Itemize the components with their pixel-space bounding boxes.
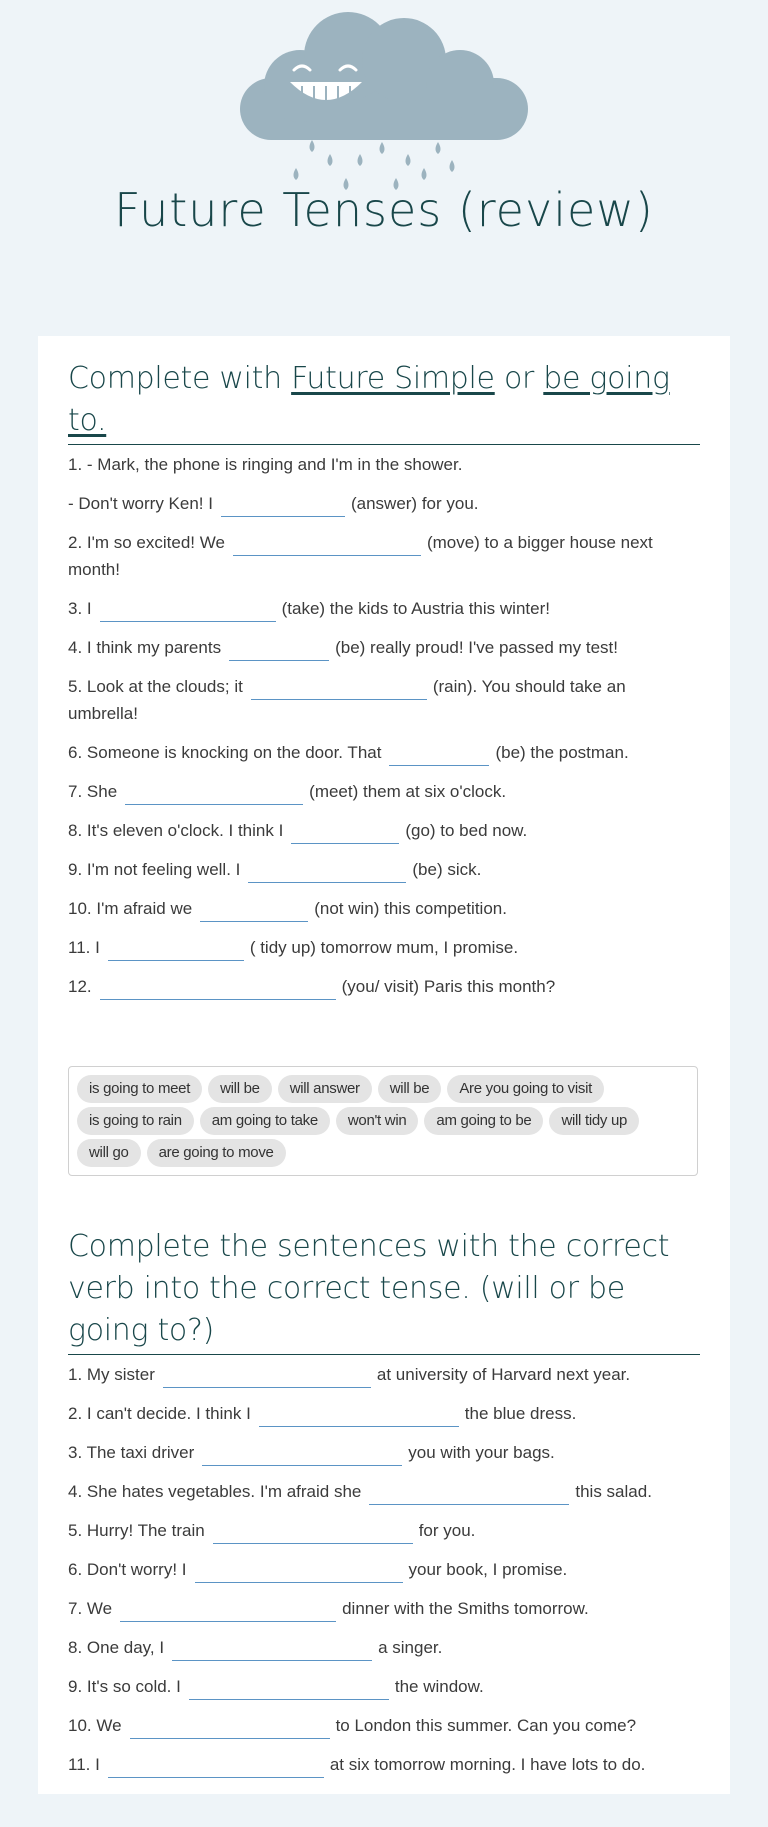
question-item — [68, 739, 700, 766]
question-item — [68, 634, 700, 661]
answer-blank-input[interactable] — [200, 901, 308, 922]
question-text-after: (be) sick. — [412, 860, 482, 879]
page-title: Future Tenses (review) — [114, 183, 654, 237]
question-text-after: this salad. — [575, 1482, 652, 1501]
question-item — [68, 856, 700, 883]
answer-blank-input[interactable] — [248, 862, 406, 883]
question-text: 11. I — [68, 938, 100, 957]
question-text-after: at six tomorrow morning. I have lots to do. — [329, 1755, 646, 1774]
question-text: 11. I — [68, 1755, 100, 1774]
answer-blank-input[interactable] — [108, 940, 244, 961]
title-part-underlined: Future Simple — [291, 361, 495, 396]
question-item — [68, 973, 700, 1000]
question-text-after: for you. — [418, 1521, 476, 1540]
question-text: 1. My sister — [68, 1365, 155, 1384]
title-part-underlined: be going to. — [68, 361, 670, 438]
question-text-after: (meet) them at six o'clock. — [309, 782, 507, 801]
question-text: 6. Someone is knocking on the door. That — [68, 743, 382, 762]
question-text-after: (rain). You should take an umbrella! — [68, 677, 626, 723]
question-item — [68, 673, 700, 727]
word-bank-chip[interactable]: am going to take — [200, 1107, 330, 1135]
question-text-after: (answer) for you. — [350, 494, 479, 513]
question-text-after: your book, I promise. — [408, 1560, 568, 1579]
answer-blank-input[interactable] — [189, 1679, 389, 1700]
word-bank-chip[interactable]: am going to be — [424, 1107, 543, 1135]
question-item — [68, 529, 700, 583]
question-item — [68, 1556, 700, 1583]
section-2-title: Complete the sentences with the correct verb into the correct tense. (will or be going to?) — [68, 1226, 700, 1355]
title-part: Complete with — [68, 361, 292, 396]
word-bank-chip[interactable]: are going to move — [147, 1139, 286, 1167]
answer-blank-input[interactable] — [172, 1640, 372, 1661]
answer-blank-input[interactable] — [100, 601, 276, 622]
question-text: 3. I — [68, 599, 92, 618]
question-text: 9. I'm not feeling well. I — [68, 860, 241, 879]
answer-blank-input[interactable] — [100, 979, 336, 1000]
question-item — [68, 817, 700, 844]
question-item — [68, 1595, 700, 1622]
answer-blank-input[interactable] — [369, 1484, 569, 1505]
section-1-questions — [68, 451, 700, 1000]
question-text-after: (take) the kids to Austria this winter! — [281, 599, 550, 618]
word-bank-chip[interactable]: won't win — [336, 1107, 419, 1135]
answer-blank-input[interactable] — [229, 640, 329, 661]
question-text: 2. I can't decide. I think I — [68, 1404, 251, 1423]
question-item — [68, 778, 700, 805]
word-bank-chip[interactable]: will be — [378, 1075, 442, 1103]
question-item — [68, 1400, 700, 1427]
question-text: 3. The taxi driver — [68, 1443, 195, 1462]
question-item — [68, 1712, 700, 1739]
question-text: 10. We — [68, 1716, 122, 1735]
question-text-after: dinner with the Smiths tomorrow. — [342, 1599, 589, 1618]
question-text-after: (be) really proud! I've passed my test! — [335, 638, 619, 657]
header-banner — [0, 0, 768, 360]
worksheet-card — [38, 336, 730, 1794]
question-text-after: a singer. — [378, 1638, 443, 1657]
question-text: 5. Look at the clouds; it — [68, 677, 243, 696]
section-1 — [68, 358, 700, 1012]
question-item — [68, 595, 700, 622]
section-2 — [68, 1226, 700, 1790]
question-text: 12. — [68, 977, 92, 996]
question-text: 9. It's so cold. I — [68, 1677, 181, 1696]
word-bank-chip[interactable]: will go — [77, 1139, 141, 1167]
answer-blank-input[interactable] — [163, 1367, 371, 1388]
question-item — [68, 1439, 700, 1466]
question-text: 10. I'm afraid we — [68, 899, 193, 918]
answer-blank-input[interactable] — [130, 1718, 330, 1739]
word-bank-chip[interactable]: will tidy up — [549, 1107, 639, 1135]
question-text: - Don't worry Ken! I — [68, 494, 213, 513]
question-text: 2. I'm so excited! We — [68, 533, 225, 552]
question-text: 6. Don't worry! I — [68, 1560, 187, 1579]
question-text-after: you with your bags. — [408, 1443, 555, 1462]
smiling-rain-cloud-icon — [238, 8, 530, 208]
answer-blank-input[interactable] — [291, 823, 399, 844]
word-bank-chip[interactable]: is going to rain — [77, 1107, 194, 1135]
question-item — [68, 1478, 700, 1505]
answer-blank-input[interactable] — [108, 1757, 324, 1778]
answer-blank-input[interactable] — [251, 679, 427, 700]
title-part: or — [494, 361, 544, 396]
answer-blank-input[interactable] — [202, 1445, 402, 1466]
question-item — [68, 1634, 700, 1661]
word-bank-chip[interactable]: will be — [208, 1075, 272, 1103]
question-item — [68, 1751, 700, 1778]
question-text: 8. It's eleven o'clock. I think I — [68, 821, 284, 840]
question-item — [68, 1361, 700, 1388]
question-text: 7. She — [68, 782, 118, 801]
question-item — [68, 451, 700, 478]
answer-blank-input[interactable] — [195, 1562, 403, 1583]
question-item — [68, 1517, 700, 1544]
question-text: 7. We — [68, 1599, 113, 1618]
answer-blank-input[interactable] — [213, 1523, 413, 1544]
section-1-title — [68, 358, 700, 445]
word-bank-chip[interactable]: is going to meet — [77, 1075, 202, 1103]
section-2-questions — [68, 1361, 700, 1778]
question-item — [68, 490, 700, 517]
question-text: 1. - Mark, the phone is ringing and I'm in the shower. — [68, 455, 463, 474]
question-text-after: the blue dress. — [464, 1404, 577, 1423]
question-text: 8. One day, I — [68, 1638, 165, 1657]
answer-blank-input[interactable] — [233, 535, 421, 556]
question-text-after: ( tidy up) tomorrow mum, I promise. — [249, 938, 519, 957]
question-text-after: (not win) this competition. — [314, 899, 507, 918]
question-text-after: at university of Harvard next year. — [376, 1365, 631, 1384]
word-bank-chip[interactable]: Are you going to visit — [447, 1075, 604, 1103]
answer-blank-input[interactable] — [120, 1601, 336, 1622]
question-text-after: the window. — [394, 1677, 484, 1696]
question-text-after: (move) to a bigger house next month! — [68, 533, 653, 579]
question-text-after: (be) the postman. — [495, 743, 629, 762]
question-text-after: (go) to bed now. — [405, 821, 528, 840]
answer-blank-input[interactable] — [221, 496, 345, 517]
question-text: 5. Hurry! The train — [68, 1521, 205, 1540]
word-bank — [68, 1066, 698, 1176]
answer-blank-input[interactable] — [259, 1406, 459, 1427]
question-item — [68, 895, 700, 922]
question-item — [68, 1673, 700, 1700]
question-text: 4. I think my parents — [68, 638, 222, 657]
answer-blank-input[interactable] — [389, 745, 489, 766]
answer-blank-input[interactable] — [125, 784, 303, 805]
question-item — [68, 934, 700, 961]
question-text-after: (you/ visit) Paris this month? — [341, 977, 556, 996]
word-bank-chip[interactable]: will answer — [278, 1075, 372, 1103]
question-text-after: to London this summer. Can you come? — [335, 1716, 637, 1735]
question-text: 4. She hates vegetables. I'm afraid she — [68, 1482, 362, 1501]
